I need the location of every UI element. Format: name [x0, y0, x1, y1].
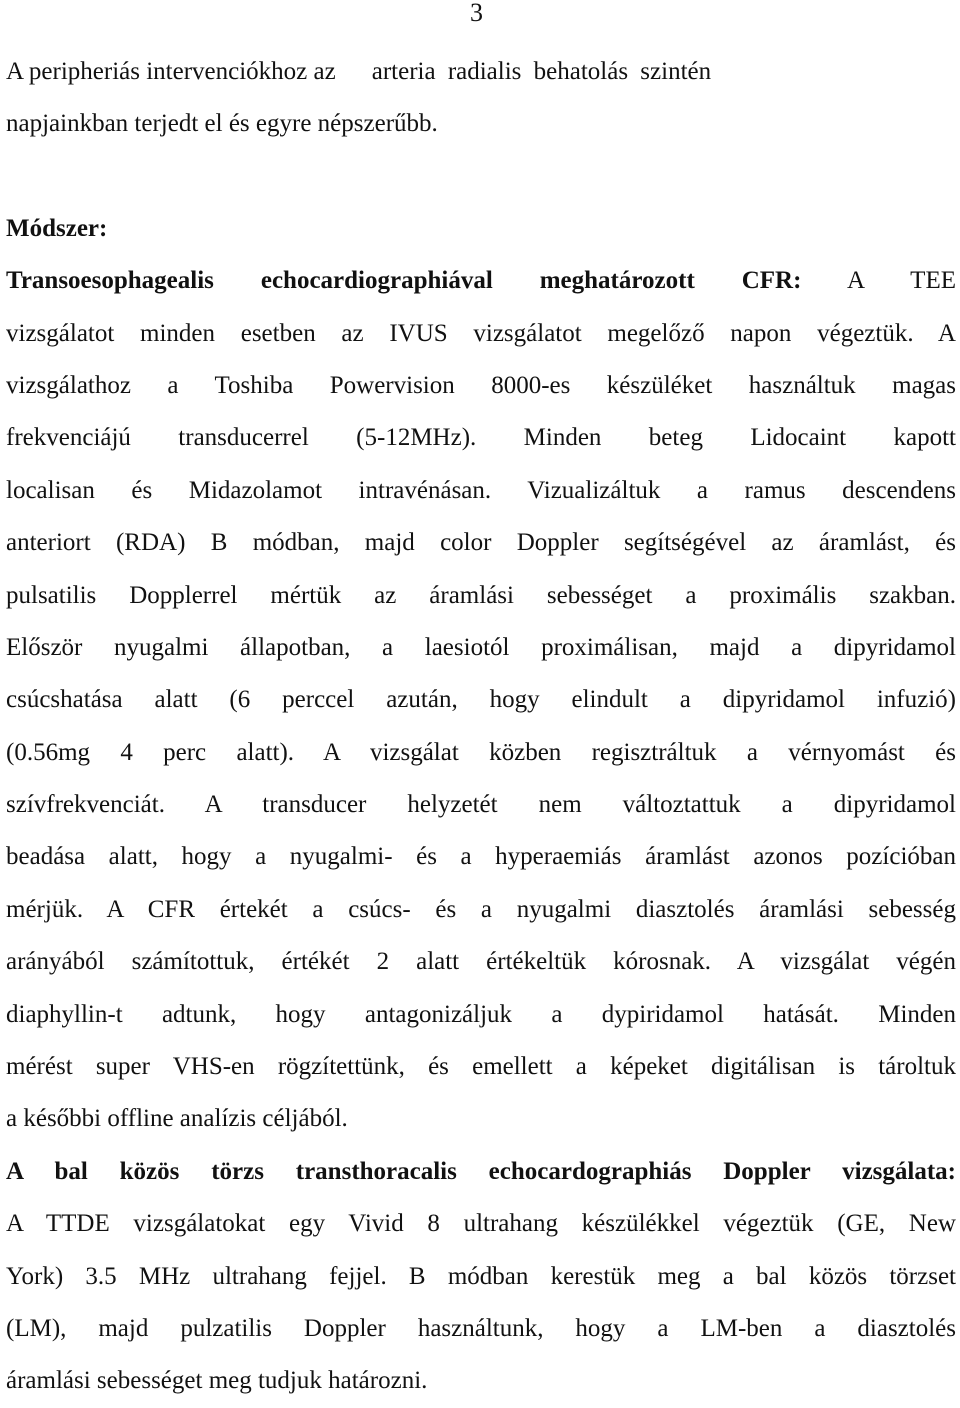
- intro-text-b: arteria radialis behatolás szintén: [371, 58, 712, 85]
- methods-line-2: vizsgálathoz a Toshiba Powervision 8000-es készüléket használtuk magas: [6, 371, 956, 399]
- methods-line-10: szívfrekvenciát. A transducer helyzetét nem változtattuk a dipyridamol: [6, 791, 956, 819]
- methods-line-14: diaphyllin-t adtunk, hogy antagonizáljuk a dypiridamol hatását. Minden: [6, 1000, 956, 1028]
- methods-line-15: mérést super VHS-en rögzítettünk, és emellett a képeket digitálisan is tároltuk: [6, 1053, 956, 1081]
- tte-line-2: (LM), majd pulzatilis Doppler használtunk, hogy a LM-ben a diasztolés: [6, 1314, 956, 1342]
- methods-subheading: Transoesophagealis echocardiographiával meghatározott CFR:: [6, 267, 802, 295]
- methods-line-5: anteriort (RDA) B módban, majd color Doppler segítségével az áramlást, és: [6, 529, 956, 557]
- document-body: [6, 46, 956, 1408]
- methods-line-16: a későbbi offline analízis céljából.: [6, 1105, 348, 1133]
- methods-line-3: frekvenciájú transducerrel (5-12MHz). Minden beteg Lidocaint kapott: [6, 424, 956, 452]
- blank-spacer: [6, 151, 956, 203]
- methods-line-7: Először nyugalmi állapotban, a laesiotól proximálisan, majd a dipyridamol: [6, 633, 956, 661]
- methods-line-0: [6, 255, 956, 307]
- tte-line-3: áramlási sebességet meg tudjuk határozni.: [6, 1367, 428, 1395]
- intro-text-a: A peripheriás intervenciókhoz az: [6, 58, 336, 85]
- intro-line-1: [6, 46, 956, 98]
- intro-line-2: napjainkban terjedt el és egyre népszerűbb.: [6, 110, 438, 138]
- methods-line-4: localisan és Midazolamot intravénásan. Vizualizáltuk a ramus descendens: [6, 476, 956, 504]
- methods-line-8: csúcshatása alatt (6 perccel azután, hogy elindult a dipyridamol infuzió): [6, 686, 956, 714]
- methods-line-13: arányából számítottuk, értékét 2 alatt értékeltük kórosnak. A vizsgálat végén: [6, 948, 956, 976]
- methods-heading: Módszer:: [6, 215, 108, 243]
- methods-line-9: (0.56mg 4 perc alatt). A vizsgálat közben regisztráltuk a vérnyomást és: [6, 738, 956, 766]
- methods-subheading-tail: A TEE: [801, 267, 956, 295]
- tte-line-0: A TTDE vizsgálatokat egy Vivid 8 ultrahang készülékkel végeztük (GE, New: [6, 1210, 956, 1238]
- tte-heading: A bal közös törzs transthoracalis echocardographiás Doppler vizsgálata:: [6, 1157, 956, 1185]
- methods-line-6: pulsatilis Dopplerrel mértük az áramlási sebességet a proximális szakban.: [6, 581, 956, 609]
- methods-line-12: mérjük. A CFR értekét a csúcs- és a nyugalmi diasztolés áramlási sebesség: [6, 895, 956, 923]
- methods-line-11: beadása alatt, hogy a nyugalmi- és a hyperaemiás áramlást azonos pozícióban: [6, 843, 956, 871]
- tte-line-1: York) 3.5 MHz ultrahang fejjel. B módban kerestük meg a bal közös törzset: [6, 1262, 956, 1290]
- methods-line-1: vizsgálatot minden esetben az IVUS vizsgálatot megelőző napon végeztük. A: [6, 319, 956, 347]
- page-number: 3: [470, 0, 483, 27]
